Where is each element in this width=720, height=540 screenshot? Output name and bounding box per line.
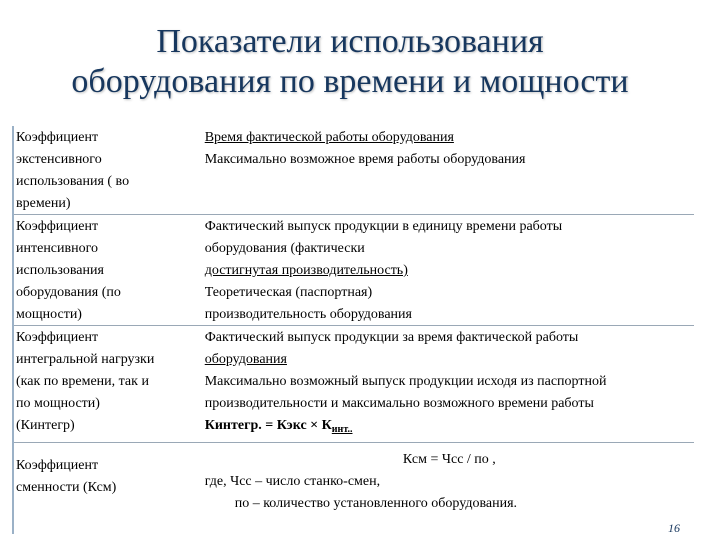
indicator-name-line: экстенсивного	[16, 152, 102, 167]
indicator-name-line: сменности (Ксм)	[16, 480, 117, 495]
indicator-name-line: интенсивного	[16, 241, 99, 256]
indicator-name-line: Коэффициент	[16, 330, 99, 345]
indicator-name-cell	[14, 326, 201, 442]
title-line-2: оборудования по времени и мощности	[71, 63, 629, 100]
formula-denominator-line: Максимально возможный выпуск продукции исходя из паспортной	[204, 374, 607, 389]
indicator-name-line: использования	[16, 263, 104, 278]
shift-formula-where-1: где, Чсс – число станко-смен,	[204, 474, 381, 489]
integral-formula	[205, 415, 694, 441]
indicator-name-line: Коэффициент	[16, 219, 99, 234]
indicator-name-line: мощности)	[16, 307, 82, 322]
formula-numerator-line: Фактический выпуск продукции за время фактической работы	[204, 330, 579, 345]
formula-denominator: Максимально возможное время работы оборудования	[204, 152, 526, 167]
indicator-name-line: (как по времени, так и	[16, 374, 149, 389]
shift-formula-where-2: по – количество установленного оборудования.	[234, 496, 518, 511]
formula-denominator-line: Теоретическая (паспортная)	[204, 285, 373, 300]
indicator-name-line: по мощности)	[16, 396, 100, 411]
indicator-name-cell	[14, 443, 201, 533]
formula-numerator: Время фактической работы оборудования	[204, 130, 454, 145]
formula-numerator-line: достигнутая производительность)	[204, 263, 408, 278]
title-line-1: Показатели использования	[156, 23, 544, 60]
indicators-table	[14, 126, 694, 533]
table-row-intensive	[14, 215, 694, 326]
indicator-name-cell	[14, 215, 201, 325]
indicator-name-line: интегральной нагрузки	[16, 352, 155, 367]
formula-numerator-line: оборудования (фактически	[204, 241, 365, 256]
indicator-name-cell	[14, 126, 201, 214]
page-title	[0, 22, 700, 102]
formula-denominator-line: производительности и максимально возможного времени работы	[204, 396, 594, 411]
table-row-integral	[14, 326, 694, 443]
formula-cell	[201, 215, 694, 325]
formula-cell	[201, 126, 694, 214]
indicator-name-line: использования ( во	[16, 174, 130, 189]
integral-formula-text: Кинтегр. = Кэкс × К	[204, 418, 332, 433]
page-number: 16	[668, 521, 680, 535]
formula-cell	[201, 443, 694, 533]
table-row-shift	[14, 443, 694, 533]
integral-formula-subscript: инт..	[331, 424, 353, 435]
table-row-extensive	[14, 126, 694, 215]
formula-numerator-line: оборудования	[204, 352, 287, 367]
shift-formula: Ксм = Чсс / по ,	[402, 452, 496, 467]
indicator-name-line: Коэффициент	[16, 458, 99, 473]
indicator-name-line: времени)	[16, 196, 71, 211]
indicator-name-line: оборудования (по	[16, 285, 121, 300]
formula-numerator-line: Фактический выпуск продукции в единицу времени работы	[204, 219, 563, 234]
indicator-name-line: Коэффициент	[16, 130, 99, 145]
formula-cell	[201, 326, 694, 442]
formula-denominator-line: производительность оборудования	[204, 307, 412, 322]
indicator-name-line: (Кинтегр)	[16, 418, 75, 433]
